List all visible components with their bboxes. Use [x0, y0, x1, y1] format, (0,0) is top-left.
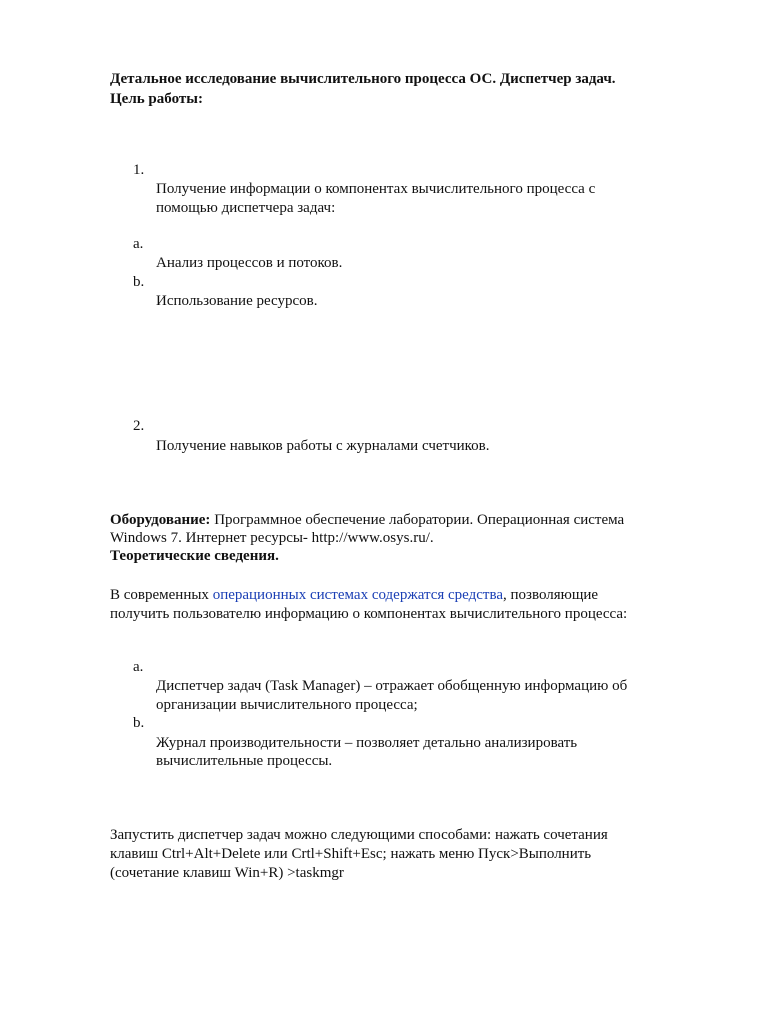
document-title: Детальное исследование вычислительного процесса ОС. Диспетчер задач.: [110, 71, 616, 87]
tool-b-line-2: вычислительные процессы.: [156, 753, 333, 769]
equipment-line-2: Windows 7. Интернет ресурсы- http://www.osys.ru/.: [110, 530, 434, 546]
theory-link[interactable]: операционных системах содержатся средства: [212, 587, 504, 603]
launch-line-3: (сочетание клавиш Win+R) >taskmgr: [110, 865, 344, 881]
equipment-text: Программное обеспечение лаборатории. Операционная система: [210, 512, 625, 528]
subgoal-b-marker: b.: [133, 274, 145, 290]
subgoal-a-marker: a.: [133, 236, 144, 252]
goal-heading: Цель работы:: [110, 91, 203, 107]
theory-intro-line-1: [110, 586, 598, 604]
launch-line-2: клавиш Ctrl+Alt+Delete или Crtl+Shift+Esc; нажать меню Пуск>Выполнить: [110, 846, 592, 862]
goal-2-marker: 2.: [133, 418, 145, 434]
tool-a-line-2: организации вычислительного процесса;: [156, 697, 418, 713]
goal-1-marker: 1.: [133, 162, 145, 178]
theory-intro-after: , позволяющие: [503, 587, 599, 603]
subgoal-a-text: Анализ процессов и потоков.: [156, 255, 343, 271]
subgoal-b-text: Использование ресурсов.: [156, 293, 318, 309]
tool-b-marker: b.: [133, 715, 145, 731]
equipment-label: Оборудование:: [110, 512, 211, 528]
theory-intro-before: В современных: [110, 587, 213, 603]
tool-a-line-1: Диспетчер задач (Task Manager) – отражает обобщенную информацию об: [156, 678, 628, 694]
goal-1-line-2: помощью диспетчера задач:: [156, 200, 336, 216]
theory-heading: Теоретические сведения.: [110, 548, 279, 564]
tool-a-marker: a.: [133, 659, 144, 675]
goal-1-line-1: Получение информации о компонентах вычислительного процесса с: [156, 181, 596, 197]
goal-2-line-1: Получение навыков работы с журналами счетчиков.: [156, 438, 490, 454]
equipment-line-1: [110, 511, 624, 529]
tool-b-line-1: Журнал производительности – позволяет детально анализировать: [156, 735, 578, 751]
launch-line-1: Запустить диспетчер задач можно следующими способами: нажать сочетания: [110, 827, 608, 843]
theory-intro-line-2: получить пользователю информацию о компонентах вычислительного процесса:: [110, 606, 628, 622]
